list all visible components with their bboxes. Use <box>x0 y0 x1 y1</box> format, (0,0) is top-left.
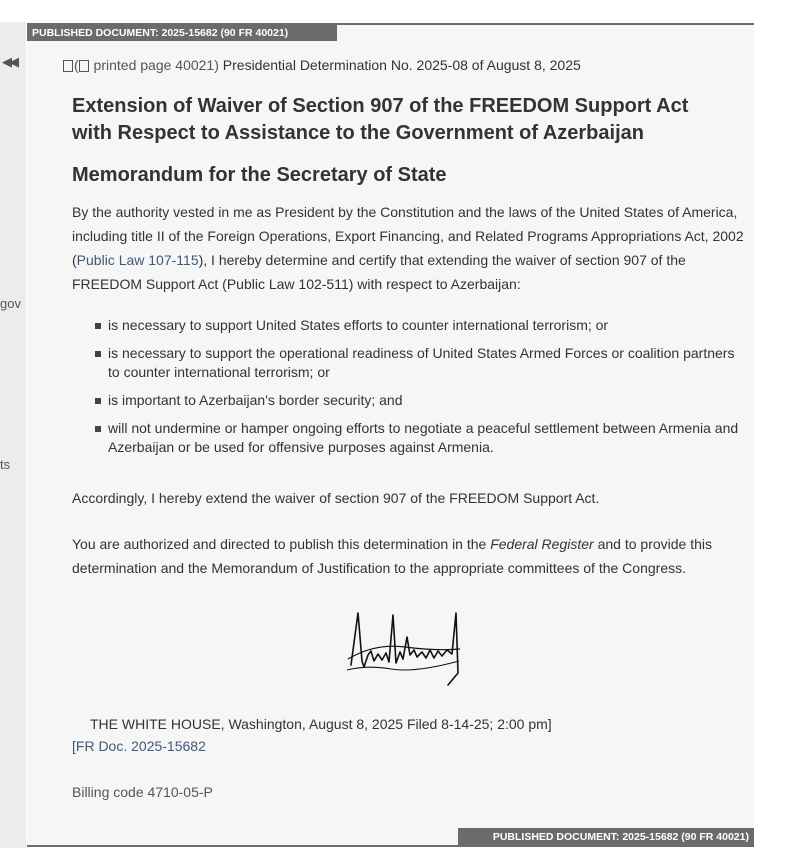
fr-doc-link[interactable]: [FR Doc. 2025-15682 <box>72 738 206 754</box>
left-sidebar <box>0 22 26 848</box>
presidential-signature <box>345 607 463 687</box>
billing-code: Billing code 4710-05-P <box>72 784 213 800</box>
page-icon <box>63 60 73 72</box>
printed-page-line: ( printed page 40021) Presidential Determination No. 2025-08 of August 8, 2025 <box>63 57 581 73</box>
white-house-dateline: THE WHITE HOUSE, Washington, August 8, 2025 Filed 8-14-25; 2:00 pm] <box>90 716 552 732</box>
public-law-link[interactable]: Public Law 107-115 <box>76 252 199 268</box>
printed-page-number: printed page 40021) <box>89 57 219 73</box>
extension-paragraph: Accordingly, I hereby extend the waiver of section 907 of the FREEDOM Support Act. <box>72 490 600 506</box>
list-item: is necessary to support the operational readiness of United States Armed Forces or coalition partners to counter international terrorism; or <box>95 344 745 382</box>
published-document-label-top: PUBLISHED DOCUMENT: 2025-15682 (90 FR 40021) <box>27 25 337 41</box>
published-document-label-bottom: PUBLISHED DOCUMENT: 2025-15682 (90 FR 40021) <box>458 828 754 845</box>
determination-list <box>95 316 745 466</box>
sidebar-text-fragment-ts: ts <box>0 457 11 472</box>
double-chevron-left-icon[interactable]: ◀◀ <box>2 54 16 69</box>
list-item: is important to Azerbaijan's border security; and <box>95 391 745 410</box>
document-panel <box>27 23 754 847</box>
publication-paragraph: You are authorized and directed to publish this determination in the Federal Register and to provide this determination and the Memorandum of Justification to the appropriate committees of the Congress. <box>72 536 712 576</box>
document-icon <box>79 60 89 72</box>
sidebar-text-fragment-gov: gov <box>0 296 21 311</box>
authority-paragraph: By the authority vested in me as President by the Constitution and the laws of the United States of America, including title II of the Foreign Operations, Export Financing, and Related Programs Appropriations Act, 2002 (Public Law 107-115), I hereby determine and certify that extending the waiver of section 907 of the FREEDOM Support Act (Public Law 102-511) with respect to Azerbaijan: <box>72 204 744 292</box>
determination-label: Presidential Determination No. 2025-08 of August 8, 2025 <box>218 57 581 73</box>
list-item: is necessary to support United States efforts to counter international terrorism; or <box>95 316 745 335</box>
memorandum-heading: Memorandum for the Secretary of State <box>72 164 447 186</box>
document-title: Extension of Waiver of Section 907 of the FREEDOM Support Act with Respect to Assistance to the Government of Azerbaijan <box>72 95 689 144</box>
list-item: will not undermine or hamper ongoing efforts to negotiate a peaceful settlement between Armenia and Azerbaijan or be used for offensive purposes against Armenia. <box>95 419 745 457</box>
